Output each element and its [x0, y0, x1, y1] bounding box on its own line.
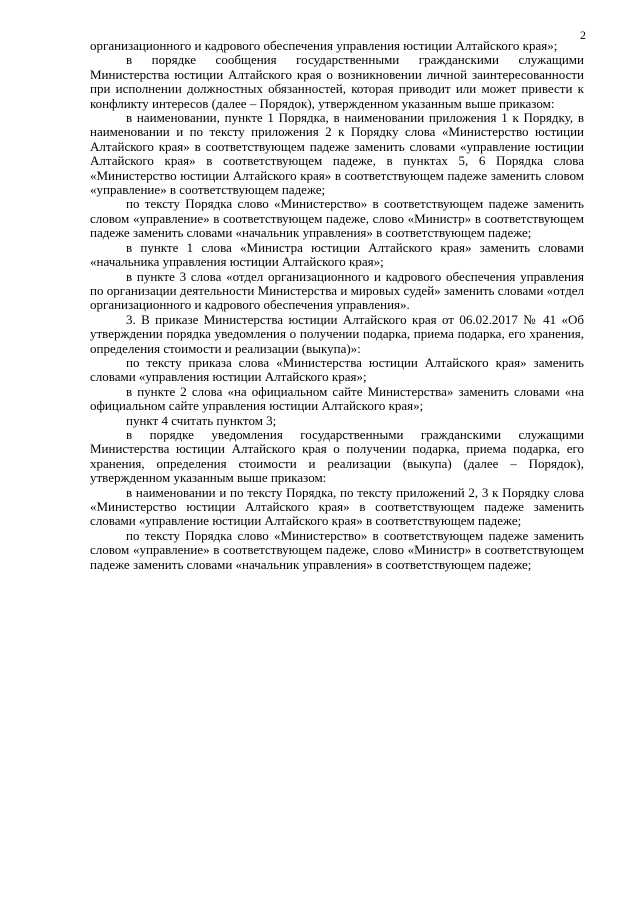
paragraph: в наименовании и по тексту Порядка, по тексту приложений 2, 3 к Порядку слова «Министерство юстиции Алтайского края» в соответствующем падеже заменить словами «управление юстиции Алтайского края» в соответствующем падеже; [90, 484, 584, 529]
paragraph: в порядке сообщения государственными гражданскими служащими Министерства юстиции Алтайского края о возникновении личной заинтересованности при исполнении должностных обязанностей, которая приводит или может привести к конфликту интересов (далее – Порядок), утвержденном указанным выше приказом: [90, 52, 584, 111]
paragraph: в пункте 1 слова «Министра юстиции Алтайского края» заменить словами «начальника управления юстиции Алтайского края»; [90, 239, 584, 270]
paragraph: в пункте 2 слова «на официальном сайте Министерства» заменить словами «на официальном сайте управления юстиции Алтайского края»; [90, 383, 584, 414]
paragraph-section-3: 3. В приказе Министерства юстиции Алтайского края от 06.02.2017 № 41 «Об утверждении порядка уведомления о получении подарка, приема подарка, его хранения, определения стоимости и реализации (выкупа)»: [90, 311, 584, 356]
paragraph: в наименовании, пункте 1 Порядка, в наименовании приложения 1 к Порядку, в наименовании и по тексту приложения 2 к Порядку слова «Министерство юстиции Алтайского края» в соответствующем падеже заменить словами «управление юстиции Алтайского края» в соответствующем падеже, в пунктах 5, 6 Порядка слова «Министерство юстиции Алтайского края» в соответствующем падеже заменить словом «управление» в соответствующем падеже; [90, 110, 584, 198]
paragraph-continuation: организационного и кадрового обеспечения управления юстиции Алтайского края»; [90, 38, 558, 53]
document-body [90, 39, 584, 572]
paragraph: по тексту Порядка слово «Министерство» в соответствующем падеже заменить словом «управление» в соответствующем падеже, слово «Министр» в соответствующем падеже заменить словами «начальник управления» в соответствующем падеже; [90, 527, 584, 572]
paragraph: по тексту приказа слова «Министерства юстиции Алтайского края» заменить словами «управления юстиции Алтайского края»; [90, 354, 584, 385]
paragraph: пункт 4 считать пунктом 3; [126, 412, 277, 428]
paragraph: в пункте 3 слова «отдел организационного и кадрового обеспечения управления по организации деятельности Министерства и мировых судей» заменить словами «отдел организационного и кадрового обеспечения управления». [90, 268, 584, 313]
paragraph: в порядке уведомления государственными гражданскими служащими Министерства юстиции Алтайского края о получении подарка, приема подарка, его хранения, определения стоимости и реализации (выкупа) (далее – Порядок), утвержденном указанным выше приказом: [90, 426, 584, 486]
paragraph: по тексту Порядка слово «Министерство» в соответствующем падеже заменить словом «управление» в соответствующем падеже, слово «Министр» в соответствующем падеже заменить словами «начальник управления» в соответствующем падеже; [90, 196, 584, 241]
page-number: 2 [580, 28, 586, 42]
